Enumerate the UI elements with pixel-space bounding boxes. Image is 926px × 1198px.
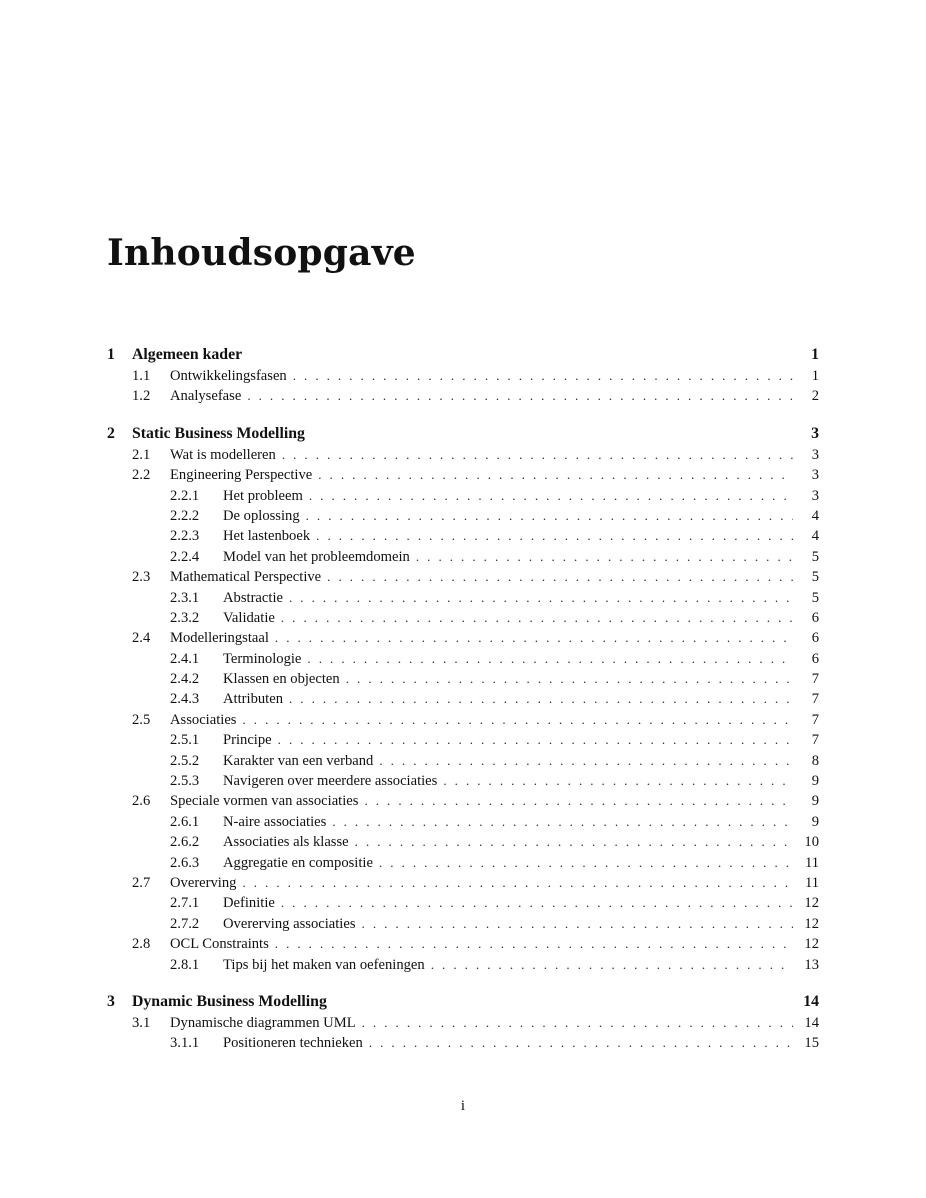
toc-dot-leader <box>332 814 793 830</box>
toc-subsection-entry[interactable] <box>107 528 819 548</box>
toc-entry-title: Wat is modelleren <box>170 447 280 464</box>
toc-entry-title: Het probleem <box>223 488 307 505</box>
toc-dot-leader <box>316 528 793 544</box>
toc-entry-number: 3.1.1 <box>170 1035 200 1052</box>
toc-entry-title: Validatie <box>223 610 279 627</box>
toc-section-entry[interactable] <box>107 569 819 589</box>
toc-entry-page-number: 12 <box>804 915 819 932</box>
toc-dot-leader <box>346 671 793 687</box>
toc-chapter-entry[interactable] <box>107 993 819 1015</box>
toc-entry-page-number: 5 <box>811 589 819 606</box>
toc-dot-leader <box>369 1035 793 1051</box>
toc-entry-number: 2.2.3 <box>170 528 200 545</box>
toc-section-entry[interactable] <box>107 793 819 813</box>
toc-dot-leader <box>443 773 793 789</box>
toc-dot-leader <box>306 508 793 524</box>
toc-dot-leader <box>281 895 793 911</box>
toc-section-entry[interactable] <box>107 630 819 650</box>
toc-entry-title: Static Business Modelling <box>132 425 309 443</box>
toc-entry-page-number: 3 <box>811 487 819 504</box>
toc-entry-title: Modelleringstaal <box>170 630 273 647</box>
toc-entry-title: Associaties als klasse <box>223 834 353 851</box>
toc-entry-page-number: 12 <box>804 895 819 912</box>
toc-entry-title: Overerving associaties <box>223 916 360 933</box>
toc-dot-leader <box>364 793 793 809</box>
toc-dot-leader <box>293 368 793 384</box>
toc-section-entry[interactable] <box>107 875 819 895</box>
toc-entry-title: Terminologie <box>223 651 305 668</box>
toc-entry-title: Het lastenboek <box>223 528 314 545</box>
toc-subsection-entry[interactable] <box>107 590 819 610</box>
toc-subsection-entry[interactable] <box>107 834 819 854</box>
toc-entry-title: Navigeren over meerdere associaties <box>223 773 441 790</box>
toc-entry-number: 1 <box>107 346 115 363</box>
toc-subsection-entry[interactable] <box>107 651 819 671</box>
toc-entry-page-number: 1 <box>811 368 819 384</box>
toc-section-entry[interactable] <box>107 712 819 732</box>
toc-subsection-entry[interactable] <box>107 732 819 752</box>
toc-entry-number: 2.6.3 <box>170 854 200 871</box>
toc-entry-number: 2.5 <box>132 711 151 728</box>
toc-entry-page-number: 6 <box>811 650 819 667</box>
toc-entry-page-number: 4 <box>811 507 819 524</box>
toc-entry-number: 2.5.3 <box>170 773 200 790</box>
toc-section-entry[interactable] <box>107 467 819 487</box>
toc-entry-page-number: 9 <box>811 793 819 810</box>
toc-subsection-entry[interactable] <box>107 773 819 793</box>
toc-subsection-entry[interactable] <box>107 691 819 711</box>
toc-entry-title: Associaties <box>170 712 240 729</box>
toc-dot-leader <box>309 488 793 504</box>
toc-entry-title: Mathematical Perspective <box>170 569 325 586</box>
toc-entry-number: 2.8.1 <box>170 956 200 973</box>
page-title: Inhoudsopgave <box>107 232 416 274</box>
toc-entry-title: Definitie <box>223 895 279 912</box>
toc-subsection-entry[interactable] <box>107 508 819 528</box>
toc-entry-title: Attributen <box>223 691 287 708</box>
toc-dot-leader <box>275 936 793 952</box>
toc-dot-leader <box>379 753 793 769</box>
toc-entry-page-number: 2 <box>811 388 819 405</box>
toc-dot-leader <box>416 549 793 565</box>
toc-entry-title: N-aire associaties <box>223 814 330 831</box>
toc-entry-title: Principe <box>223 732 276 749</box>
toc-subsection-entry[interactable] <box>107 957 819 977</box>
toc-entry-page-number: 3 <box>811 424 819 442</box>
toc-entry-title: Analysefase <box>170 388 245 405</box>
toc-section-entry[interactable] <box>107 936 819 956</box>
toc-chapter-entry[interactable] <box>107 425 819 447</box>
toc-subsection-entry[interactable] <box>107 610 819 630</box>
toc-entry-page-number: 14 <box>803 992 819 1010</box>
toc-entry-title: Klassen en objecten <box>223 671 344 688</box>
toc-subsection-entry[interactable] <box>107 1035 819 1055</box>
toc-entry-page-number: 12 <box>804 936 819 953</box>
toc-entry-number: 2.6 <box>132 793 151 810</box>
toc-dot-leader <box>289 691 793 707</box>
page-number-footer: i <box>460 1098 466 1114</box>
toc-entry-number: 2.3.1 <box>170 589 200 606</box>
toc-entry-number: 2 <box>107 424 115 442</box>
toc-entry-page-number: 7 <box>811 691 819 708</box>
toc-entry-title: De oplossing <box>223 508 304 525</box>
toc-entry-title: OCL Constraints <box>170 936 273 953</box>
toc-entry-page-number: 11 <box>804 874 819 891</box>
toc-subsection-entry[interactable] <box>107 916 819 936</box>
toc-dot-leader <box>355 834 793 850</box>
toc-entry-number: 2.2.4 <box>170 548 200 565</box>
toc-dot-leader <box>242 712 793 728</box>
toc-chapter-entry[interactable] <box>107 346 819 368</box>
toc-entry-number: 2.6.1 <box>170 813 200 830</box>
toc-entry-title: Karakter van een verband <box>223 753 377 770</box>
toc-entry-number: 3.1 <box>132 1014 151 1031</box>
toc-dot-leader <box>318 467 793 483</box>
toc-entry-page-number: 8 <box>811 752 819 769</box>
toc-dot-leader <box>362 916 793 932</box>
toc-entry-page-number: 11 <box>804 854 819 871</box>
toc-entry-title: Abstractie <box>223 590 287 607</box>
toc-subsection-entry[interactable] <box>107 753 819 773</box>
toc-subsection-entry[interactable] <box>107 549 819 569</box>
toc-entry-title: Model van het probleemdomein <box>223 549 414 566</box>
toc-dot-leader <box>431 957 793 973</box>
toc-section-entry[interactable] <box>107 388 819 408</box>
toc-subsection-entry[interactable] <box>107 671 819 691</box>
toc-dot-leader <box>379 855 793 871</box>
toc-dot-leader <box>281 610 793 626</box>
toc-entry-page-number: 9 <box>811 773 819 790</box>
table-of-contents <box>107 346 819 1056</box>
toc-entry-page-number: 5 <box>811 569 819 586</box>
toc-entry-number: 2.4 <box>132 630 151 647</box>
toc-dot-leader <box>362 1015 793 1031</box>
toc-dot-leader <box>327 569 793 585</box>
toc-dot-leader <box>242 875 793 891</box>
toc-entry-page-number: 6 <box>811 609 819 626</box>
toc-entry-page-number: 6 <box>811 630 819 647</box>
toc-dot-leader <box>247 388 793 404</box>
toc-entry-number: 2.1 <box>132 446 151 463</box>
toc-dot-leader <box>289 590 793 606</box>
toc-entry-number: 2.2.1 <box>170 487 200 504</box>
toc-entry-page-number: 10 <box>804 834 819 851</box>
toc-entry-number: 2.4.1 <box>170 650 200 667</box>
toc-entry-title: Aggregatie en compositie <box>223 855 377 872</box>
toc-entry-page-number: 9 <box>811 813 819 830</box>
toc-entry-number: 1.2 <box>132 388 151 405</box>
toc-section-entry[interactable] <box>107 447 819 467</box>
toc-entry-number: 2.7 <box>132 874 151 891</box>
toc-entry-title: Ontwikkelingsfasen <box>170 368 291 385</box>
toc-section-entry[interactable] <box>107 368 819 388</box>
toc-entry-number: 2.5.2 <box>170 752 200 769</box>
toc-entry-number: 2.7.2 <box>170 915 200 932</box>
toc-subsection-entry[interactable] <box>107 814 819 834</box>
toc-entry-title: Dynamic Business Modelling <box>132 993 331 1011</box>
toc-entry-page-number: 7 <box>811 671 819 688</box>
toc-entry-title: Tips bij het maken van oefeningen <box>223 957 429 974</box>
toc-entry-number: 2.6.2 <box>170 834 200 851</box>
toc-entry-page-number: 7 <box>811 711 819 728</box>
toc-entry-number: 3 <box>107 992 115 1010</box>
toc-entry-number: 2.2.2 <box>170 507 200 524</box>
toc-entry-page-number: 1 <box>811 346 819 363</box>
toc-entry-title: Algemeen kader <box>132 346 246 364</box>
toc-section-entry[interactable] <box>107 1015 819 1035</box>
toc-entry-number: 2.4.3 <box>170 691 200 708</box>
toc-entry-number: 2.8 <box>132 936 151 953</box>
toc-entry-number: 2.7.1 <box>170 895 200 912</box>
toc-entry-page-number: 3 <box>811 446 819 463</box>
toc-entry-page-number: 15 <box>804 1035 819 1052</box>
toc-dot-leader <box>282 447 793 463</box>
toc-entry-title: Overerving <box>170 875 240 892</box>
toc-entry-number: 2.4.2 <box>170 671 200 688</box>
toc-subsection-entry[interactable] <box>107 895 819 915</box>
toc-entry-page-number: 4 <box>811 528 819 545</box>
toc-entry-number: 2.2 <box>132 467 151 484</box>
toc-entry-number: 2.3 <box>132 569 151 586</box>
toc-dot-leader <box>275 630 793 646</box>
toc-entry-title: Speciale vormen van associaties <box>170 793 362 810</box>
toc-entry-page-number: 14 <box>804 1014 819 1031</box>
toc-entry-title: Engineering Perspective <box>170 467 316 484</box>
toc-subsection-entry[interactable] <box>107 855 819 875</box>
toc-entry-page-number: 7 <box>811 732 819 749</box>
toc-dot-leader <box>278 732 793 748</box>
toc-entry-title: Positioneren technieken <box>223 1035 367 1052</box>
toc-entry-page-number: 5 <box>811 548 819 565</box>
toc-entry-number: 2.3.2 <box>170 609 200 626</box>
toc-entry-page-number: 13 <box>804 956 819 973</box>
toc-dot-leader <box>307 651 793 667</box>
toc-entry-number: 1.1 <box>132 368 151 384</box>
toc-entry-page-number: 3 <box>811 467 819 484</box>
toc-entry-number: 2.5.1 <box>170 732 200 749</box>
toc-entry-title: Dynamische diagrammen UML <box>170 1015 360 1032</box>
toc-subsection-entry[interactable] <box>107 488 819 508</box>
